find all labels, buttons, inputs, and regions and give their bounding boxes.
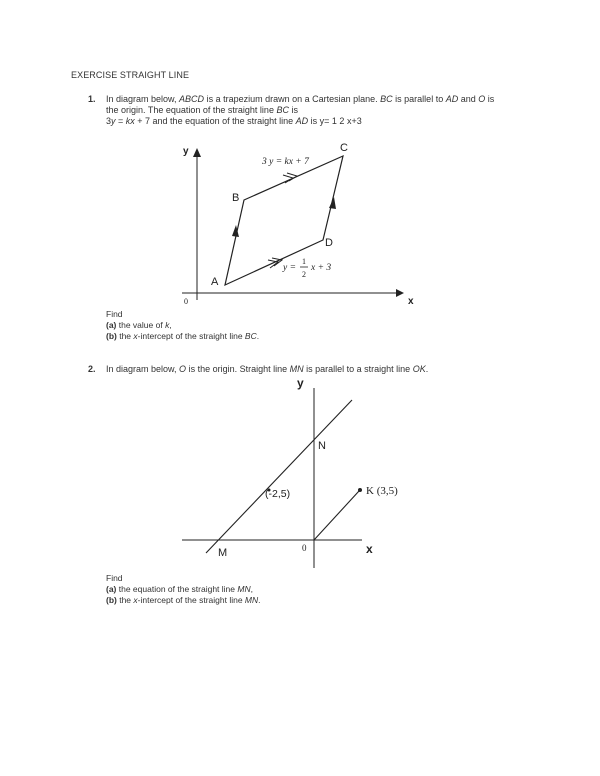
d1-y-label: y xyxy=(183,146,189,157)
d1-origin-label: 0 xyxy=(184,297,188,306)
q1-line-1: In diagram below, ABCD is a trapezium drawn on a Cartesian plane. BC is parallel to AD and O is xyxy=(106,94,495,104)
d2-x-label: x xyxy=(366,542,373,556)
vertex-b-label: B xyxy=(232,192,240,204)
ad-equation-rest: x + 3 xyxy=(311,263,332,273)
question-2-find: Find (a) the equation of the straight line MN, (b) the x-intercept of the straight line MN. xyxy=(106,573,261,605)
point-k-label: K (3,5) xyxy=(366,485,398,497)
d1-y-axis-arrow-icon xyxy=(193,148,201,157)
ad-equation-lhs: y = xyxy=(283,263,297,273)
bc-equation-label: 3 y = kx + 7 xyxy=(262,157,309,167)
vertex-d-label: D xyxy=(325,237,333,249)
question-2-number: 2. xyxy=(88,364,96,374)
point-m-label: M xyxy=(218,547,228,559)
point-minus2-5-label: (-2,5) xyxy=(265,488,291,500)
d1-x-label: x xyxy=(408,296,414,307)
q1-line-3: 3y = kx + 7 and the equation of the straight line AD is y= 1 2 x+3 xyxy=(106,116,362,126)
diagram-1 xyxy=(182,142,414,307)
point-n-label: N xyxy=(318,440,326,452)
ad-fraction-numerator: 1 xyxy=(302,257,306,266)
vertex-c-label: C xyxy=(340,142,348,154)
q1-line-2: the origin. The equation of the straight line BC is xyxy=(106,105,298,115)
ad-fraction-denominator: 2 xyxy=(302,270,306,279)
d2-origin-label: 0 xyxy=(302,543,307,553)
page-title: EXERCISE STRAIGHT LINE xyxy=(71,70,190,80)
line-ok xyxy=(314,491,359,540)
question-1-find: Find (a) the value of k, (b) the x-intercept of the straight line BC. xyxy=(106,309,260,341)
diagram-2 xyxy=(182,376,398,568)
question-2-text: In diagram below, O is the origin. Straight line MN is parallel to a straight line OK. xyxy=(106,364,429,374)
d2-y-label: y xyxy=(297,376,304,390)
vertex-a-label: A xyxy=(211,276,219,288)
d1-x-axis-arrow-icon xyxy=(396,289,404,297)
line-mn xyxy=(206,400,352,553)
question-1-number: 1. xyxy=(88,94,96,104)
point-k-dot xyxy=(358,488,362,492)
